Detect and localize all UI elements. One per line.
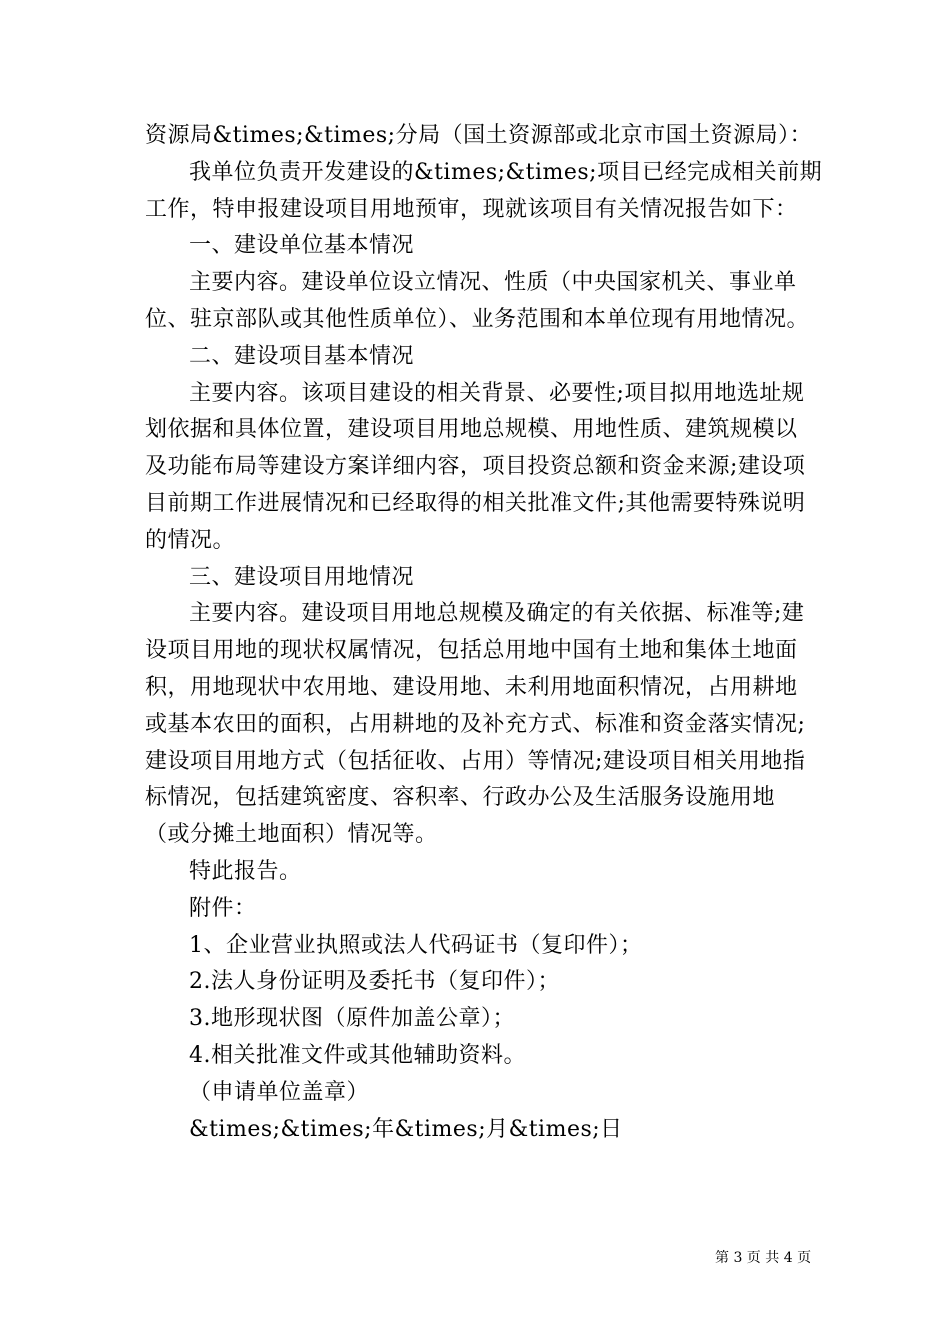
text-line: 位、驻京部队或其他性质单位）、业务范围和本单位现有用地情况。 xyxy=(145,306,810,332)
page-number: 第 3 页 共 4 页 xyxy=(715,1250,812,1266)
text-line: 主要内容。建设单位设立情况、性质（中央国家机关、事业单 xyxy=(189,270,797,296)
text-line: 主要内容。该项目建设的相关背景、必要性;项目拟用地选址规 xyxy=(189,380,805,406)
document-body xyxy=(145,118,825,1148)
text-line: 目前期工作进展情况和已经取得的相关批准文件;其他需要特殊说明 xyxy=(145,490,806,516)
text-line: （或分摊土地面积）情况等。 xyxy=(145,822,438,848)
text-line: 工作，特申报建设项目用地预审，现就该项目有关情况报告如下： xyxy=(145,196,798,222)
attachment-item: 2.法人身份证明及委托书（复印件）； xyxy=(189,969,560,995)
text-line: 或基本农田的面积，占用耕地的及补充方式、标准和资金落实情况; xyxy=(145,711,806,737)
text-line: 及功能布局等建设方案详细内容，项目投资总额和资金来源;建设项 xyxy=(145,454,806,480)
text-line: 划依据和具体位置，建设项目用地总规模、用地性质、建筑规模以 xyxy=(145,417,798,443)
section-heading-2: 二、建设项目基本情况 xyxy=(189,343,415,369)
text-line: 主要内容。建设项目用地总规模及确定的有关依据、标准等;建 xyxy=(189,601,805,627)
attachment-item: 3.地形现状图（原件加盖公章）； xyxy=(189,1006,515,1032)
attachment-item: 4.相关批准文件或其他辅助资料。 xyxy=(189,1042,526,1068)
text-line: 的情况。 xyxy=(145,527,236,553)
stamp-line: （申请单位盖章） xyxy=(189,1079,370,1105)
attachments-heading: 附件： xyxy=(189,895,257,921)
closing-line: 特此报告。 xyxy=(189,858,302,884)
section-heading-3: 三、建设项目用地情况 xyxy=(189,564,415,590)
date-line: &times;&times;年&times;月&times;日 xyxy=(189,1116,623,1142)
text-line: 资源局&times;&times;分局（国土资源部或北京市国土资源局）： xyxy=(145,123,813,148)
text-line: 我单位负责开发建设的&times;&times;项目已经完成相关前期 xyxy=(189,159,823,185)
attachment-item: 1、企业营业执照或法人代码证书（复印件）； xyxy=(189,932,643,958)
section-heading-1: 一、建设单位基本情况 xyxy=(189,233,415,259)
text-line: 标情况，包括建筑密度、容积率、行政办公及生活服务设施用地 xyxy=(145,785,776,811)
text-line: 积，用地现状中农用地、建设用地、未利用地面积情况，占用耕地 xyxy=(145,674,798,700)
text-line: 设项目用地的现状权属情况，包括总用地中国有土地和集体土地面 xyxy=(145,638,798,664)
text-line: 建设项目用地方式（包括征收、占用）等情况;建设项目相关用地指 xyxy=(145,748,806,774)
